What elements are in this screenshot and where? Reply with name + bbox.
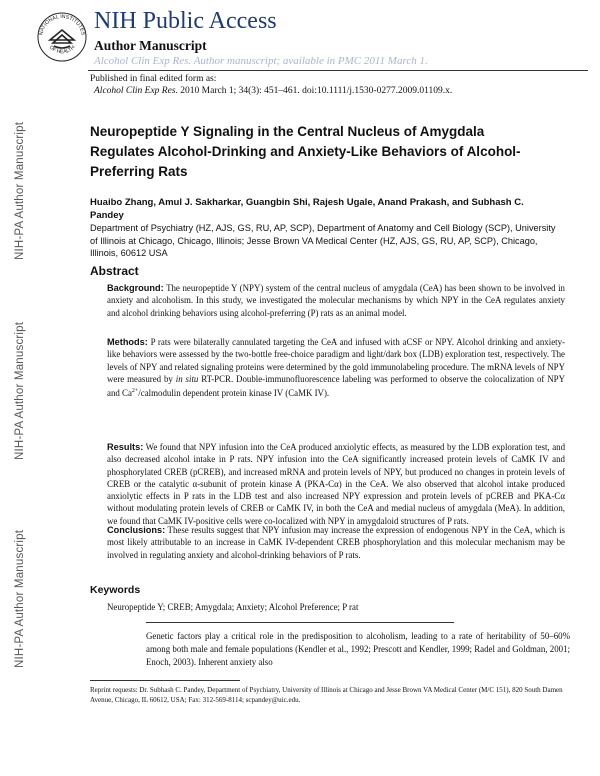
methods-superscript: 2+ — [131, 388, 139, 395]
author-manuscript-label: Author Manuscript — [94, 38, 207, 53]
conclusions-text: These results suggest that NPY infusion may increase the expression of endogenous NPY in the CeA, which is most likely attributable to an increase in CaMK IV-dependent CREB phosphorylation and this molecular mechanism may be involved in regulating anxiety and alcohol-drinking behaviors of P rats. — [107, 525, 565, 560]
abstract-background — [107, 282, 565, 319]
abstract-heading: Abstract — [90, 264, 139, 278]
citation-details: . 2010 March 1; 34(3): 451–461. doi:10.1111/j.1530-0277.2009.01109.x. — [175, 86, 453, 96]
logo-text-top: NATIONAL INSTITUTES — [38, 13, 86, 36]
svg-text:OF HEALTH — [48, 44, 77, 55]
nih-public-access-title: NIH Public Access — [94, 8, 277, 34]
footnote: Reprint requests: Dr. Subhash C. Pandey, Department of Psychiatry, University of Illinois at Chicago and Jesse Brown VA Medical Center (M/C 151), 820 South Damen Avenue, Chicago, IL 60612, USA; Fax: 312-569-8114; scpandey@uic.edu. — [90, 686, 563, 704]
footnote-divider — [90, 680, 240, 681]
author-list — [90, 196, 560, 222]
background-text: The neuropeptide Y (NPY) system of the central nucleus of amygdala (CeA) has been shown to be involved in anxiety and alcoholism. In this study, we investigated the molecular mechanisms by which NPY in the CeA regulates anxiety and alcohol drinking behaviors using alcohol-preferring (P) rats as an animal model. — [107, 283, 565, 318]
article-title: Neuropeptide Y Signaling in the Central Nucleus of Amygdala Regulates Alcohol-Drinking and Anxiety-Like Behaviors of Alcohol-Preferring Rats — [90, 124, 521, 179]
methods-text-c: /calmodulin dependent protein kinase IV (CaMK IV). — [138, 388, 330, 399]
svg-text:NATIONAL INSTITUTES — [38, 14, 86, 36]
author-names: Huaibo Zhang, Amul J. Sakharkar, Guangbin Shi, Rajesh Ugale, Anand Prakash, and Subhash C. Pandey — [90, 197, 524, 221]
methods-text-b: RT-PCR. Double-immunofluorescence labeling was performed to observe the colocalization of NPY and Ca — [107, 373, 566, 399]
published-label: Published in final edited form as: — [90, 74, 217, 84]
affiliation: Department of Psychiatry (HZ, AJS, GS, RU, AP, SCP), Department of Anatomy and Cell Biology (SCP), University of Illinois at Chicago, Chicago, Illinois; Jesse Brown VA Medical Center (HZ, AJS, GS, RU, AP, SCP), Chicago, Illinois, 60612 USA — [90, 223, 556, 258]
results-label: Results: — [107, 442, 144, 452]
nih-logo — [36, 10, 88, 62]
abstract-results — [107, 441, 565, 527]
availability-note: Alcohol Clin Exp Res. Author manuscript; available in PMC 2011 March 1. — [94, 55, 428, 67]
side-label-3: NIH-PA Author Manuscript — [14, 529, 26, 668]
conclusions-label: Conclusions: — [107, 525, 166, 535]
methods-label: Methods: — [107, 337, 148, 347]
keywords-list: Neuropeptide Y; CREB; Amygdala; Anxiety; Alcohol Preference; P rat — [107, 602, 359, 612]
citation — [94, 86, 452, 96]
journal-name: Alcohol Clin Exp Res — [94, 86, 176, 96]
side-label-1: NIH-PA Author Manuscript — [14, 121, 26, 260]
header-divider — [88, 70, 588, 71]
body-paragraph: Genetic factors play a critical role in the predisposition to alcoholism, leading to a rate of heritability of 50–60% among both male and female populations (Kendler et al., 1992; Prescott and Kendler, 1999; Radel and Goldman, 2001; Enoch, 2003). Inherent anxiety also — [146, 631, 570, 667]
abstract-methods — [107, 336, 565, 399]
side-label-2: NIH-PA Author Manuscript — [14, 321, 26, 460]
methods-italic: in situ — [175, 373, 199, 384]
abstract-conclusions — [107, 524, 565, 561]
keywords-heading: Keywords — [90, 584, 141, 596]
methods-text-a: P rats were bilaterally cannulated targeting the CeA and infused with aCSF or NPY. Alcohol drinking and anxiety-like behaviors were assessed by the two-bottle free-choice paradigm and light/dark box (LDB) exploration test, respectively. The levels of NPY and related signaling proteins were determined by the gold immunolabeling procedure. The mRNA levels of NPY were measured by — [107, 337, 565, 384]
background-label: Background: — [107, 283, 164, 293]
logo-text-bottom: OF HEALTH — [47, 44, 77, 56]
body-divider — [146, 622, 454, 623]
results-text: We found that NPY infusion into the CeA produced anxiolytic effects, as measured by the LDB exploration test, and also decreased alcohol intake in P rats. NPY infusion into the CeA significantly increased protein levels of CaMK IV and phosphorylated CREB (pCREB), and increased mRNA and protein levels of NPY, but produced no changes in protein levels of CREB or the catalytic α-subunit of protein kinase A (PKA-Cα) in the CeA. We also observed that alcohol intake produced anxiolytic effects in P rats in the LDB test and also increased NPY expression and protein levels of pCREB and PKA-Cα without modulating protein levels of CREB or CaMK IV, in both the CeA and medial nucleus of amygdala (MeA). In addition, we found that CaMK IV-positive cells were co-localized with NPY in amygdaloid structures of P rats. — [107, 442, 566, 526]
